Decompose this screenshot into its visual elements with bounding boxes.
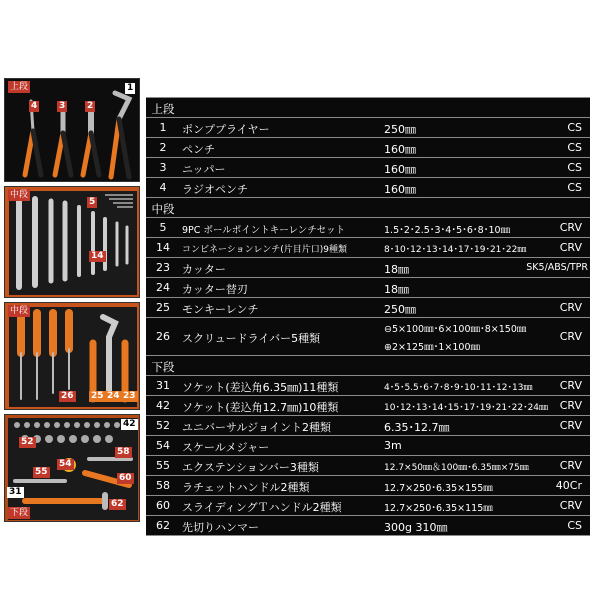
row-name: ユニバーサルジョイント2種類 [182, 421, 331, 434]
row-number: 3 [159, 161, 167, 174]
row-name: 先切りハンマー [182, 521, 259, 534]
row-number: 4 [159, 181, 167, 194]
item-number: 4 [31, 101, 38, 111]
row-number: 14 [156, 241, 170, 254]
row-number: 31 [156, 379, 170, 392]
row-size-secondary: ⊕2×125㎜･1×100㎜ [384, 342, 480, 353]
row-size: 18㎜ [384, 283, 409, 296]
middle-driver-tray-photo [4, 302, 140, 410]
item-number: 3 [59, 101, 66, 111]
item-number: 58 [117, 447, 130, 457]
item-number: 55 [35, 467, 48, 477]
row-name: カッター替刃 [182, 283, 248, 296]
row-name: スライディングＴハンドル2種類 [182, 501, 342, 514]
panel-label-upper: 上段 [10, 82, 29, 92]
row-size: 4･5･5.5･6･7･8･9･10･11･12･13㎜ [384, 383, 533, 393]
table-row [146, 436, 590, 456]
item-number: 42 [123, 419, 136, 429]
panel-label-middle: 中段 [10, 306, 29, 316]
item-number: 2 [87, 101, 94, 111]
table-row [146, 318, 590, 356]
table-row [146, 278, 590, 298]
row-name: ラチェットハンドル2種類 [182, 481, 310, 494]
row-number: 52 [156, 419, 170, 432]
row-material: CRV [559, 330, 582, 343]
table-row [146, 238, 590, 258]
table-row [146, 118, 590, 138]
table-row [146, 516, 590, 536]
row-size: 12.7×250･6.35×115㎜ [384, 503, 493, 514]
table-row [146, 496, 590, 516]
table-header [146, 76, 590, 98]
row-name: ペンチ [182, 143, 215, 156]
row-number: 23 [156, 261, 170, 274]
row-material: SK5/ABS/TPR [526, 262, 588, 273]
row-material: CRV [559, 379, 582, 392]
item-number: 1 [127, 83, 134, 93]
section-label: 下段 [151, 360, 175, 374]
item-number: 31 [9, 487, 22, 497]
section-middle [146, 198, 590, 218]
table-row [146, 258, 590, 278]
upper-tray-photo [4, 78, 140, 182]
row-number: 26 [156, 330, 170, 343]
panel-label-middle: 中段 [10, 190, 29, 200]
item-number: 54 [59, 459, 72, 469]
row-size: ⊖5×100㎜･6×100㎜･8×150㎜ [384, 324, 527, 335]
section-lower [146, 356, 590, 376]
row-material: CS [567, 121, 582, 134]
row-material: CRV [559, 301, 582, 314]
panel-label-lower: 下段 [10, 508, 29, 518]
row-name: ラジオペンチ [182, 183, 248, 196]
row-name: ソケット(差込角6.35㎜)11種類 [182, 381, 339, 394]
row-material: 40Cr [555, 479, 582, 492]
section-label: 中段 [151, 202, 175, 216]
table-row [146, 456, 590, 476]
item-number: 14 [91, 251, 104, 261]
row-name: モンキーレンチ [182, 303, 259, 316]
row-size: 10･12･13･14･15･17･19･21･22･24㎜ [384, 403, 549, 413]
table-row [146, 178, 590, 198]
row-material: CS [567, 141, 582, 154]
pliers-illustration [5, 79, 140, 182]
row-material: CRV [559, 459, 582, 472]
section-upper [146, 98, 590, 118]
row-material: CRV [559, 241, 582, 254]
item-number: 25 [91, 391, 104, 401]
wrench-illustration [5, 187, 140, 298]
row-number: 1 [159, 121, 167, 134]
row-number: 24 [156, 281, 170, 294]
section-label: 上段 [151, 102, 175, 116]
table-row [146, 376, 590, 396]
row-size: 3m [384, 439, 402, 452]
header-size: サイズ [384, 81, 420, 95]
item-number: 60 [119, 473, 132, 483]
item-number: 52 [21, 437, 34, 447]
row-name: ニッパー [182, 163, 226, 176]
row-number: 2 [159, 141, 167, 154]
row-name: 9PC ボールポイントキーレンチセット [182, 225, 346, 236]
row-material: CRV [559, 419, 582, 432]
lower-socket-tray-photo [4, 414, 140, 522]
table-row [146, 298, 590, 318]
row-number: 25 [156, 301, 170, 314]
row-name: スクリュードライバー5種類 [182, 332, 321, 345]
table-row [146, 218, 590, 238]
row-material: CRV [559, 499, 582, 512]
header-name: 工具名 [190, 81, 227, 95]
row-material: CRV [559, 221, 582, 234]
table-row [146, 396, 590, 416]
table-row [146, 138, 590, 158]
row-material: CRV [559, 399, 582, 412]
row-number: 55 [156, 459, 170, 472]
row-number: 58 [156, 479, 170, 492]
row-number: 62 [156, 519, 170, 532]
row-material: CS [567, 161, 582, 174]
row-number: 42 [156, 399, 170, 412]
item-number: 62 [111, 499, 124, 509]
table-row [146, 476, 590, 496]
row-size: 250㎜ [384, 303, 416, 316]
row-size: 8･10･12･13･14･17･19･21･22㎜ [384, 245, 527, 255]
item-number: 26 [61, 391, 74, 401]
row-size: 12.7×250･6.35×155㎜ [384, 483, 493, 494]
middle-wrench-tray-photo [4, 186, 140, 298]
row-size: 160㎜ [384, 163, 416, 176]
item-number: 23 [123, 391, 136, 401]
row-size: 18㎜ [384, 263, 409, 276]
row-size: 250㎜ [384, 123, 416, 136]
row-size: 160㎜ [384, 143, 416, 156]
row-name: カッター [182, 263, 226, 276]
row-size: 160㎜ [384, 183, 416, 196]
row-size: 1.5･2･2.5･3･4･5･6･8･10㎜ [384, 225, 511, 236]
row-material: CS [567, 519, 582, 532]
row-name: スケールメジャー [182, 441, 270, 454]
item-number: 24 [107, 391, 120, 401]
table-row [146, 158, 590, 178]
row-size: 12.7×50㎜＆100㎜･6.35㎜×75㎜ [384, 463, 529, 473]
row-size: 300g 310㎜ [384, 521, 448, 534]
row-number: 60 [156, 499, 170, 512]
row-name: エクステンションバー3種類 [182, 461, 319, 474]
row-number: 54 [156, 439, 170, 452]
table-row [146, 416, 590, 436]
row-name: ソケット(差込角12.7㎜)10種類 [182, 401, 339, 414]
header-material: 材質 [557, 81, 582, 95]
item-number: 5 [89, 197, 96, 207]
header-spec: 仕様 [150, 81, 175, 95]
row-number: 5 [159, 221, 167, 234]
row-name: ポンププライヤー [182, 123, 270, 136]
row-size: 6.35･12.7㎜ [384, 421, 450, 434]
row-name: コンビネーションレンチ(片目片口)9種類 [182, 245, 347, 255]
row-material: CS [567, 181, 582, 194]
